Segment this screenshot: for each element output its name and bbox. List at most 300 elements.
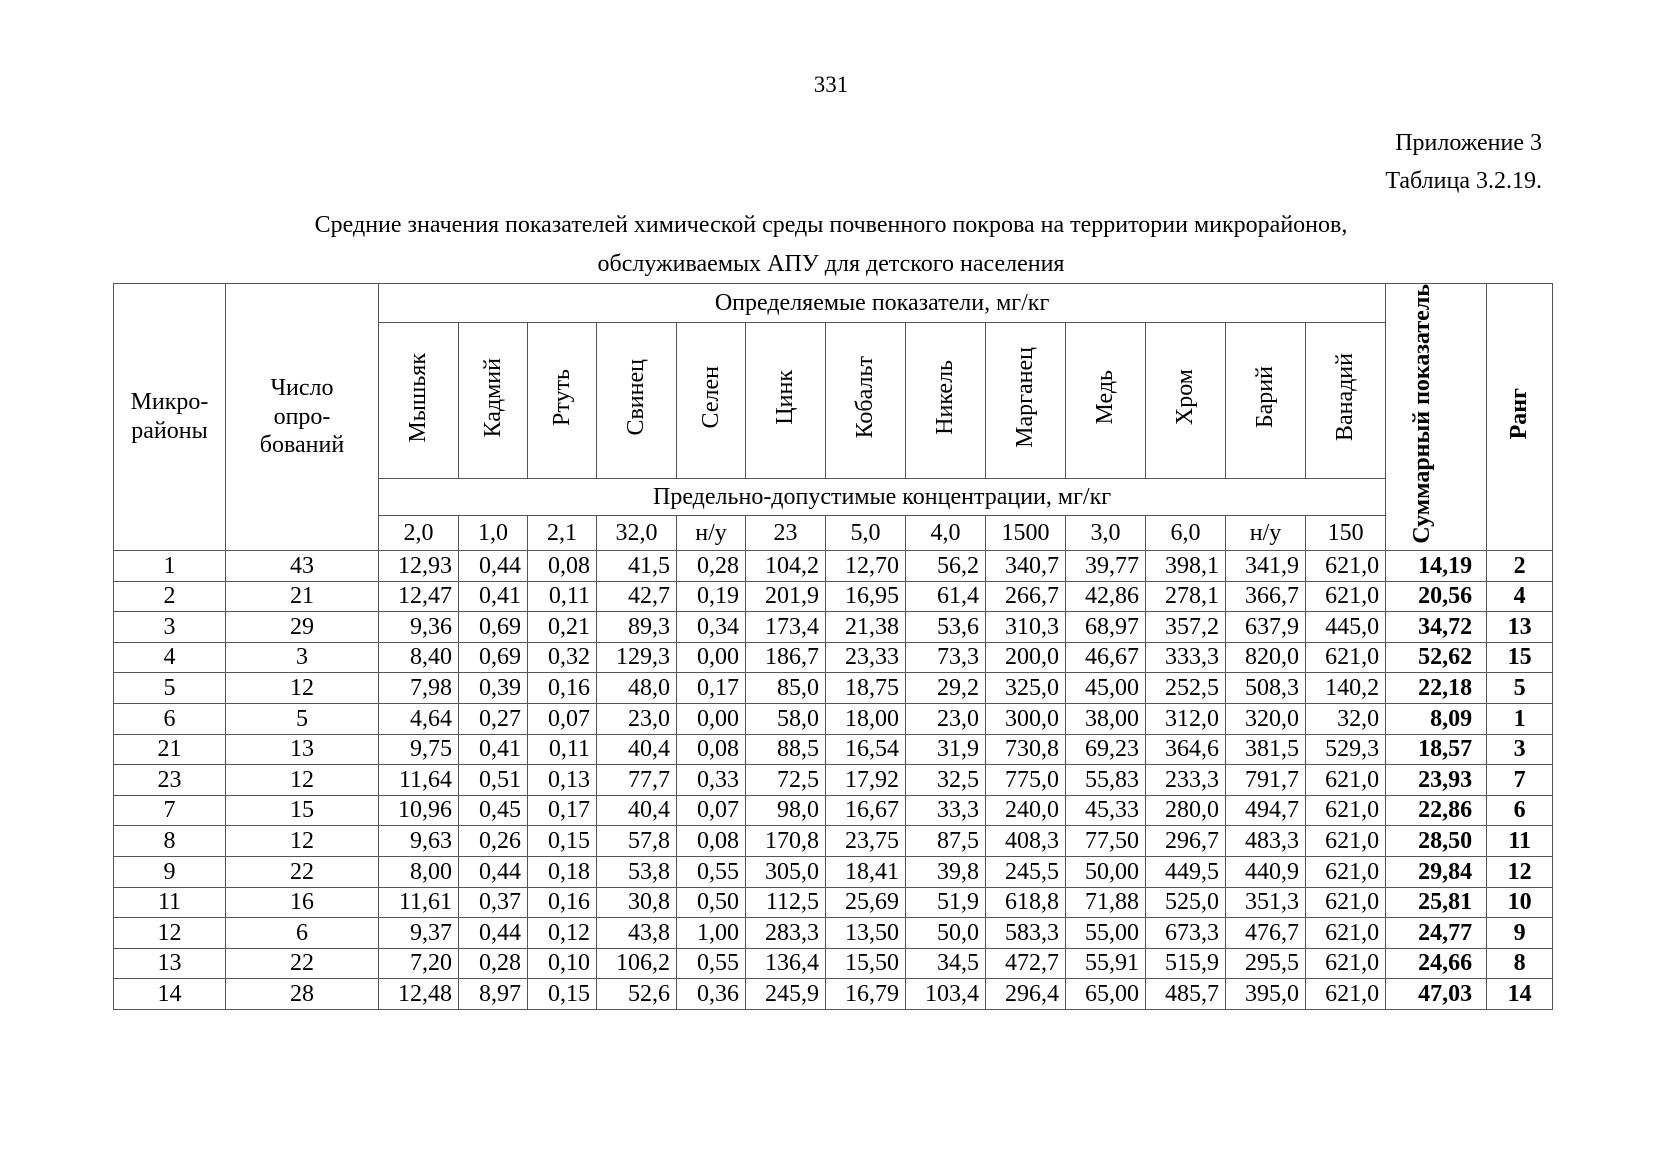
value-cell: 312,0 (1146, 703, 1226, 734)
value-cell: 23,0 (597, 703, 677, 734)
header-element-label: Кобальт (852, 356, 879, 439)
value-cell: 17,92 (826, 765, 906, 796)
value-cell: 72,5 (746, 765, 826, 796)
value-cell: 1,00 (677, 918, 746, 949)
table-row (114, 551, 1553, 582)
value-cell: 0,26 (459, 826, 528, 857)
value-cell: 0,00 (677, 703, 746, 734)
value-cell: 408,3 (986, 826, 1066, 857)
table-row (114, 979, 1553, 1010)
value-cell: 0,08 (677, 826, 746, 857)
value-cell: 0,12 (528, 918, 597, 949)
district-cell: 8 (114, 826, 226, 857)
rank-cell: 2 (1487, 551, 1553, 582)
value-cell: 0,15 (528, 826, 597, 857)
value-cell: 7,98 (379, 673, 459, 704)
value-cell: 476,7 (1226, 918, 1306, 949)
rank-cell: 5 (1487, 673, 1553, 704)
value-cell: 0,45 (459, 795, 528, 826)
value-cell: 32,0 (1306, 703, 1386, 734)
samples-cell: 22 (226, 948, 379, 979)
value-cell: 42,7 (597, 581, 677, 612)
page-number: 331 (813, 72, 849, 97)
value-cell: 30,8 (597, 887, 677, 918)
value-cell: 621,0 (1306, 887, 1386, 918)
table-row (114, 856, 1553, 887)
value-cell: 89,3 (597, 612, 677, 643)
value-cell: 0,15 (528, 979, 597, 1010)
samples-cell: 5 (226, 703, 379, 734)
value-cell: 0,44 (459, 551, 528, 582)
value-cell: 621,0 (1306, 642, 1386, 673)
value-cell: 445,0 (1306, 612, 1386, 643)
table-row (114, 887, 1553, 918)
header-element-label: Цинк (772, 370, 799, 425)
value-cell: 305,0 (746, 856, 826, 887)
value-cell: 71,88 (1066, 887, 1146, 918)
value-cell: 98,0 (746, 795, 826, 826)
district-cell: 5 (114, 673, 226, 704)
sum-cell: 29,84 (1386, 856, 1487, 887)
value-cell: 483,3 (1226, 826, 1306, 857)
value-cell: 325,0 (986, 673, 1066, 704)
value-cell: 449,5 (1146, 856, 1226, 887)
samples-cell: 12 (226, 826, 379, 857)
header-element-label: Мышьяк (405, 352, 432, 443)
header-pdk-group: Предельно-допустимые концентрации, мг/кг (379, 479, 1386, 516)
value-cell: 0,33 (677, 765, 746, 796)
value-cell: 673,3 (1146, 918, 1226, 949)
rank-cell: 6 (1487, 795, 1553, 826)
samples-cell: 28 (226, 979, 379, 1010)
header-rank (1487, 284, 1553, 551)
sum-cell: 52,62 (1386, 642, 1487, 673)
value-cell: 18,75 (826, 673, 906, 704)
table-row (114, 918, 1553, 949)
table-row (114, 703, 1553, 734)
sum-cell: 22,18 (1386, 673, 1487, 704)
pdk-value-9: 3,0 (1066, 516, 1146, 551)
value-cell: 0,16 (528, 673, 597, 704)
value-cell: 0,11 (528, 581, 597, 612)
value-cell: 730,8 (986, 734, 1066, 765)
table-row (114, 642, 1553, 673)
value-cell: 9,36 (379, 612, 459, 643)
sum-cell: 34,72 (1386, 612, 1487, 643)
samples-cell: 13 (226, 734, 379, 765)
header-element-10 (1146, 323, 1226, 479)
district-cell: 4 (114, 642, 226, 673)
value-cell: 170,8 (746, 826, 826, 857)
rank-cell: 3 (1487, 734, 1553, 765)
sum-cell: 8,09 (1386, 703, 1487, 734)
value-cell: 233,3 (1146, 765, 1226, 796)
value-cell: 38,00 (1066, 703, 1146, 734)
sum-cell: 14,19 (1386, 551, 1487, 582)
value-cell: 50,0 (906, 918, 986, 949)
value-cell: 296,7 (1146, 826, 1226, 857)
value-cell: 29,2 (906, 673, 986, 704)
header-element-3 (597, 323, 677, 479)
value-cell: 18,00 (826, 703, 906, 734)
district-cell: 11 (114, 887, 226, 918)
value-cell: 0,11 (528, 734, 597, 765)
header-samples-label: Число опро- бований (259, 374, 345, 459)
value-cell: 88,5 (746, 734, 826, 765)
value-cell: 21,38 (826, 612, 906, 643)
value-cell: 45,33 (1066, 795, 1146, 826)
value-cell: 0,28 (459, 948, 528, 979)
value-cell: 0,39 (459, 673, 528, 704)
header-element-1 (459, 323, 528, 479)
header-district-label: Микро- районы (130, 389, 209, 444)
value-cell: 440,9 (1226, 856, 1306, 887)
value-cell: 283,3 (746, 918, 826, 949)
value-cell: 173,4 (746, 612, 826, 643)
value-cell: 8,40 (379, 642, 459, 673)
rank-cell: 13 (1487, 612, 1553, 643)
value-cell: 621,0 (1306, 795, 1386, 826)
value-cell: 23,0 (906, 703, 986, 734)
value-cell: 50,00 (1066, 856, 1146, 887)
value-cell: 53,6 (906, 612, 986, 643)
value-cell: 515,9 (1146, 948, 1226, 979)
pdk-value-8: 1500 (986, 516, 1066, 551)
value-cell: 104,2 (746, 551, 826, 582)
value-cell: 40,4 (597, 734, 677, 765)
value-cell: 40,4 (597, 795, 677, 826)
value-cell: 0,36 (677, 979, 746, 1010)
pdk-value-7: 4,0 (906, 516, 986, 551)
district-cell: 1 (114, 551, 226, 582)
value-cell: 39,8 (906, 856, 986, 887)
pdk-value-0: 2,0 (379, 516, 459, 551)
header-element-label: Марганец (1012, 347, 1039, 448)
value-cell: 0,37 (459, 887, 528, 918)
district-cell: 13 (114, 948, 226, 979)
header-element-label: Барий (1252, 366, 1279, 429)
table-row (114, 765, 1553, 796)
value-cell: 0,50 (677, 887, 746, 918)
value-cell: 23,75 (826, 826, 906, 857)
value-cell: 68,97 (1066, 612, 1146, 643)
sum-cell: 25,81 (1386, 887, 1487, 918)
value-cell: 25,69 (826, 887, 906, 918)
value-cell: 351,3 (1226, 887, 1306, 918)
value-cell: 637,9 (1226, 612, 1306, 643)
value-cell: 43,8 (597, 918, 677, 949)
table-caption-line-1: Средние значения показателей химической среды почвенного покрова на территории микрорайонов, (314, 212, 1348, 238)
value-cell: 34,5 (906, 948, 986, 979)
district-cell: 2 (114, 581, 226, 612)
table-row (114, 734, 1553, 765)
header-element-9 (1066, 323, 1146, 479)
header-element-2 (528, 323, 597, 479)
rank-cell: 1 (1487, 703, 1553, 734)
value-cell: 15,50 (826, 948, 906, 979)
value-cell: 77,50 (1066, 826, 1146, 857)
value-cell: 48,0 (597, 673, 677, 704)
value-cell: 621,0 (1306, 581, 1386, 612)
header-element-label: Хром (1172, 369, 1199, 426)
samples-cell: 43 (226, 551, 379, 582)
header-element-5 (746, 323, 826, 479)
value-cell: 9,37 (379, 918, 459, 949)
value-cell: 240,0 (986, 795, 1066, 826)
value-cell: 9,75 (379, 734, 459, 765)
header-rank-label: Ранг (1506, 388, 1533, 440)
value-cell: 42,86 (1066, 581, 1146, 612)
value-cell: 0,07 (677, 795, 746, 826)
value-cell: 73,3 (906, 642, 986, 673)
value-cell: 87,5 (906, 826, 986, 857)
value-cell: 341,9 (1226, 551, 1306, 582)
value-cell: 0,55 (677, 856, 746, 887)
value-cell: 39,77 (1066, 551, 1146, 582)
sum-cell: 23,93 (1386, 765, 1487, 796)
value-cell: 494,7 (1226, 795, 1306, 826)
rank-cell: 12 (1487, 856, 1553, 887)
table-row (114, 581, 1553, 612)
value-cell: 8,97 (459, 979, 528, 1010)
value-cell: 0,27 (459, 703, 528, 734)
value-cell: 0,18 (528, 856, 597, 887)
samples-cell: 15 (226, 795, 379, 826)
value-cell: 0,44 (459, 918, 528, 949)
table-number: Таблица 3.2.19. (1385, 168, 1542, 194)
value-cell: 0,07 (528, 703, 597, 734)
value-cell: 621,0 (1306, 826, 1386, 857)
value-cell: 395,0 (1226, 979, 1306, 1010)
value-cell: 245,9 (746, 979, 826, 1010)
header-element-label: Свинец (623, 359, 650, 436)
value-cell: 791,7 (1226, 765, 1306, 796)
header-element-6 (826, 323, 906, 479)
value-cell: 621,0 (1306, 551, 1386, 582)
value-cell: 0,44 (459, 856, 528, 887)
value-cell: 0,32 (528, 642, 597, 673)
value-cell: 0,00 (677, 642, 746, 673)
value-cell: 621,0 (1306, 856, 1386, 887)
value-cell: 46,67 (1066, 642, 1146, 673)
header-element-11 (1226, 323, 1306, 479)
pdk-value-4: н/у (677, 516, 746, 551)
value-cell: 58,0 (746, 703, 826, 734)
value-cell: 266,7 (986, 581, 1066, 612)
value-cell: 621,0 (1306, 948, 1386, 979)
header-district (114, 284, 226, 551)
value-cell: 12,47 (379, 581, 459, 612)
table-row (114, 795, 1553, 826)
value-cell: 200,0 (986, 642, 1066, 673)
samples-cell: 3 (226, 642, 379, 673)
value-cell: 0,17 (528, 795, 597, 826)
pdk-value-10: 6,0 (1146, 516, 1226, 551)
value-cell: 381,5 (1226, 734, 1306, 765)
table-row (114, 673, 1553, 704)
value-cell: 529,3 (1306, 734, 1386, 765)
value-cell: 55,83 (1066, 765, 1146, 796)
value-cell: 12,48 (379, 979, 459, 1010)
district-cell: 3 (114, 612, 226, 643)
rank-cell: 7 (1487, 765, 1553, 796)
header-element-7 (906, 323, 986, 479)
table-row (114, 948, 1553, 979)
value-cell: 0,21 (528, 612, 597, 643)
value-cell: 0,13 (528, 765, 597, 796)
value-cell: 11,61 (379, 887, 459, 918)
value-cell: 357,2 (1146, 612, 1226, 643)
value-cell: 366,7 (1226, 581, 1306, 612)
district-cell: 9 (114, 856, 226, 887)
value-cell: 186,7 (746, 642, 826, 673)
value-cell: 16,67 (826, 795, 906, 826)
value-cell: 0,69 (459, 612, 528, 643)
value-cell: 45,00 (1066, 673, 1146, 704)
value-cell: 621,0 (1306, 918, 1386, 949)
value-cell: 320,0 (1226, 703, 1306, 734)
value-cell: 65,00 (1066, 979, 1146, 1010)
value-cell: 296,4 (986, 979, 1066, 1010)
sum-cell: 18,57 (1386, 734, 1487, 765)
rank-cell: 4 (1487, 581, 1553, 612)
value-cell: 9,63 (379, 826, 459, 857)
value-cell: 18,41 (826, 856, 906, 887)
district-cell: 21 (114, 734, 226, 765)
header-samples (226, 284, 379, 551)
value-cell: 0,51 (459, 765, 528, 796)
value-cell: 57,8 (597, 826, 677, 857)
appendix-label: Приложение 3 (1395, 130, 1542, 156)
header-indicators-group: Определяемые показатели, мг/кг (379, 284, 1386, 323)
value-cell: 0,41 (459, 581, 528, 612)
value-cell: 618,8 (986, 887, 1066, 918)
header-element-0 (379, 323, 459, 479)
samples-cell: 16 (226, 887, 379, 918)
header-element-8 (986, 323, 1066, 479)
value-cell: 52,6 (597, 979, 677, 1010)
rank-cell: 10 (1487, 887, 1553, 918)
header-element-label: Ртуть (548, 369, 575, 426)
value-cell: 41,5 (597, 551, 677, 582)
value-cell: 278,1 (1146, 581, 1226, 612)
value-cell: 7,20 (379, 948, 459, 979)
value-cell: 77,7 (597, 765, 677, 796)
value-cell: 300,0 (986, 703, 1066, 734)
value-cell: 252,5 (1146, 673, 1226, 704)
value-cell: 0,55 (677, 948, 746, 979)
table-caption-line-2: обслуживаемых АПУ для детского населения (597, 251, 1065, 277)
value-cell: 55,00 (1066, 918, 1146, 949)
value-cell: 280,0 (1146, 795, 1226, 826)
value-cell: 23,33 (826, 642, 906, 673)
value-cell: 69,23 (1066, 734, 1146, 765)
pdk-value-6: 5,0 (826, 516, 906, 551)
value-cell: 0,69 (459, 642, 528, 673)
value-cell: 12,70 (826, 551, 906, 582)
value-cell: 53,8 (597, 856, 677, 887)
value-cell: 32,5 (906, 765, 986, 796)
value-cell: 0,16 (528, 887, 597, 918)
rank-cell: 9 (1487, 918, 1553, 949)
samples-cell: 6 (226, 918, 379, 949)
samples-cell: 12 (226, 765, 379, 796)
value-cell: 55,91 (1066, 948, 1146, 979)
header-element-label: Медь (1092, 370, 1119, 425)
value-cell: 0,34 (677, 612, 746, 643)
pdk-value-2: 2,1 (528, 516, 597, 551)
rank-cell: 14 (1487, 979, 1553, 1010)
value-cell: 525,0 (1146, 887, 1226, 918)
sum-cell: 22,86 (1386, 795, 1487, 826)
rank-cell: 8 (1487, 948, 1553, 979)
value-cell: 106,2 (597, 948, 677, 979)
header-element-4 (677, 323, 746, 479)
value-cell: 8,00 (379, 856, 459, 887)
table-row (114, 826, 1553, 857)
value-cell: 51,9 (906, 887, 986, 918)
value-cell: 583,3 (986, 918, 1066, 949)
value-cell: 11,64 (379, 765, 459, 796)
samples-cell: 12 (226, 673, 379, 704)
table-row (114, 612, 1553, 643)
value-cell: 0,10 (528, 948, 597, 979)
sum-cell: 24,66 (1386, 948, 1487, 979)
pdk-value-12: 150 (1306, 516, 1386, 551)
value-cell: 10,96 (379, 795, 459, 826)
value-cell: 140,2 (1306, 673, 1386, 704)
district-cell: 12 (114, 918, 226, 949)
value-cell: 16,95 (826, 581, 906, 612)
value-cell: 12,93 (379, 551, 459, 582)
value-cell: 508,3 (1226, 673, 1306, 704)
district-cell: 14 (114, 979, 226, 1010)
pdk-value-5: 23 (746, 516, 826, 551)
value-cell: 103,4 (906, 979, 986, 1010)
sum-cell: 20,56 (1386, 581, 1487, 612)
value-cell: 310,3 (986, 612, 1066, 643)
header-sum (1386, 284, 1487, 551)
sum-cell: 28,50 (1386, 826, 1487, 857)
soil-chemistry-table (113, 283, 1553, 1010)
pdk-value-11: н/у (1226, 516, 1306, 551)
value-cell: 820,0 (1226, 642, 1306, 673)
value-cell: 56,2 (906, 551, 986, 582)
rank-cell: 15 (1487, 642, 1553, 673)
value-cell: 245,5 (986, 856, 1066, 887)
value-cell: 0,08 (528, 551, 597, 582)
sum-cell: 47,03 (1386, 979, 1487, 1010)
value-cell: 775,0 (986, 765, 1066, 796)
value-cell: 13,50 (826, 918, 906, 949)
value-cell: 0,19 (677, 581, 746, 612)
value-cell: 85,0 (746, 673, 826, 704)
header-element-label: Никель (932, 360, 959, 435)
header-element-label: Ванадий (1332, 353, 1359, 442)
value-cell: 31,9 (906, 734, 986, 765)
value-cell: 16,54 (826, 734, 906, 765)
value-cell: 4,64 (379, 703, 459, 734)
value-cell: 0,08 (677, 734, 746, 765)
value-cell: 61,4 (906, 581, 986, 612)
sum-cell: 24,77 (1386, 918, 1487, 949)
header-sum-label: Суммарный показатель (1409, 284, 1436, 544)
value-cell: 129,3 (597, 642, 677, 673)
district-cell: 7 (114, 795, 226, 826)
value-cell: 621,0 (1306, 979, 1386, 1010)
header-element-label: Селен (697, 366, 724, 429)
pdk-value-1: 1,0 (459, 516, 528, 551)
